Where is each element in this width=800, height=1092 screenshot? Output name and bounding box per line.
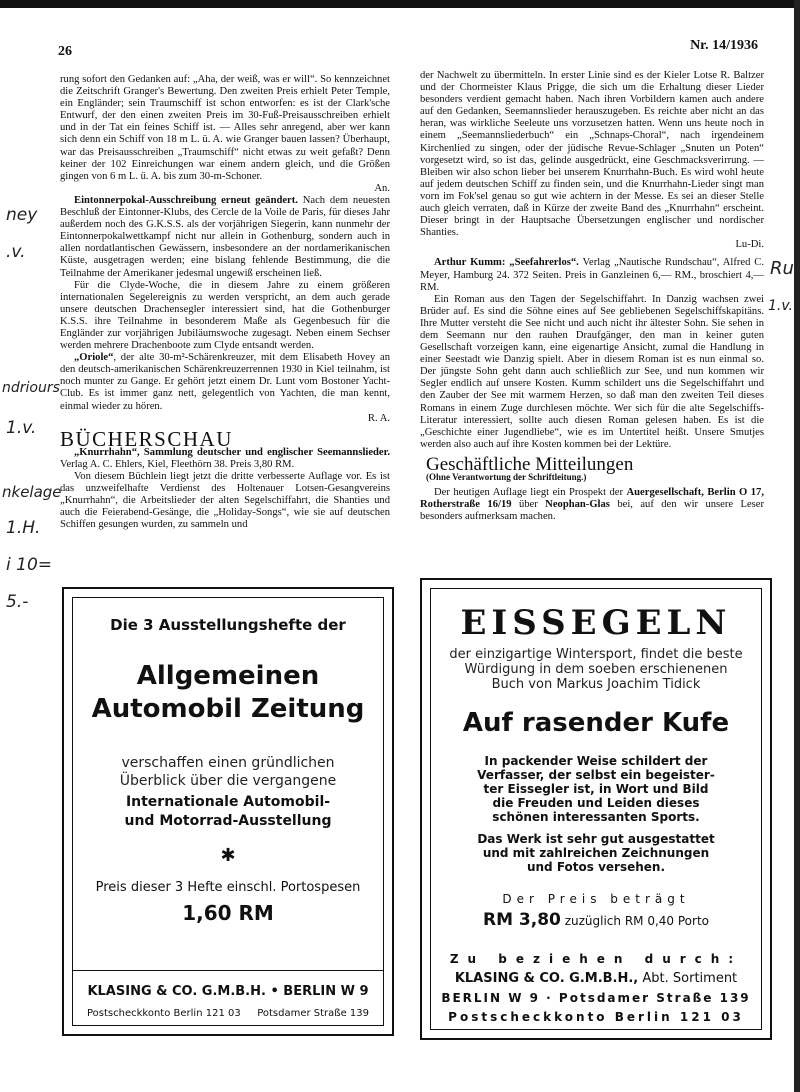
ad-konto: Postscheckkonto Berlin 121 03 — [448, 1010, 744, 1024]
margin-note: ney — [6, 205, 38, 225]
margin-note: 1.v. — [768, 298, 793, 314]
right-border — [794, 0, 800, 1092]
ad-price: RM 3,80 zuzüglich RM 0,40 Porto — [483, 910, 709, 930]
ad-body: verschaffen einen gründlichen Überblick über die vergangene — [119, 755, 337, 789]
left-column — [60, 74, 390, 531]
margin-note: Ru — [770, 258, 794, 279]
ad-frame — [430, 588, 762, 1030]
paragraph: Für die Clyde-Woche, die in diesem Jahre zu einem größeren internationalen Segelereignis zu werden verspricht, an dem auch gerade unsere deutschen Drachensegler interessiert sind, hat die Gothenburger K.S.S. ihre Teilnahme in besonderem Maße als Gegenbesuch für die Engländer zur vorjährigen Jubiläumswoche zugesagt. Neben einem Sechser werden mehrere Drachenboote zum Clyde entsandt werden. — [60, 279, 390, 352]
margin-note: 1.v. — [6, 418, 37, 438]
margin-note: i 10= — [6, 555, 53, 575]
divider — [73, 970, 383, 971]
ad-price: 1,60 RM — [182, 901, 274, 925]
author-signature: Lu-Di. — [735, 239, 764, 251]
ad-price-label: Preis dieser 3 Hefte einschl. Portospesen — [95, 880, 361, 895]
margin-note: 5.- — [6, 592, 29, 612]
top-border — [0, 0, 800, 8]
ad-publisher: KLASING & CO. G.M.B.H. • BERLIN W 9 — [87, 984, 369, 999]
ad-price-label: Der Preis beträgt — [502, 892, 690, 906]
author-signature: R. A. — [367, 412, 390, 424]
page-number: 26 — [58, 44, 72, 59]
ad-title: EISSEGELN — [460, 603, 732, 643]
issue-number: Nr. 14/1936 — [690, 38, 758, 53]
ad-exhibition: Internationale Automobil- und Motorrad-Ausstellung — [124, 794, 332, 829]
paragraph: rung sofort den Gedanken auf: „Aha, der weiß, was er will“. So kennzeichnet die Zeitschrift Granger's Bewertung. Den zweiten Preis erhielt Peter Temple, ein Engländer; sein Traumschiff ist schon entworfen: es ist der Clark'sche Entwurf, der den einen zweiten Preis im 30-Fuß-Preisausschreiben erhielt und in der Tat ein feines Schiff ist. — Alles sehr anregend, aber wer kann sich denn ein Schiff von 18 m L. ü. A. wie Granger bauen lassen? Überhaupt, war das Preisausschreiben „Traumschiff“ nicht etwas zu weit gefaßt? Denn keiner der 102 Einreichungen war einem andern gleich, und die Größen gingen von 6 m L. ü. A. bis zum 30-m-Schoner. — [60, 74, 390, 182]
paragraph: der Nachwelt zu übermitteln. In erster Linie sind es der Kieler Lotse R. Baltzer und der Chormeister Klaus Prigge, die sich um die Erhaltung dieser Lieder besonders verdient gemacht haben. Nach ihren Vorbildern kamen auch andere auf den Gedanken, Seemannslieder herauszugeben. Es reichte aber nicht an das heran, was wirkliche Seeleute uns vorzusetzen hatten. Wenn uns heute noch in einem „Seemannsliederbuch“ ein „Schnaps-Choral“, nach irgendeinem Kirchenlied zu singen, oder der jüdische Revue-Schlager „Snuten un Poten“ vorgesetzt wird, so ist das, gelinde ausgedrückt, eine Geschmacksverirrung. — Bleiben wir also schon lieber bei unserem Knurrhahn-Buch. Es wird wohl heute auf jedem deutschen Schiff zu finden sein, und die Knurrhahn-Lieder singt man vorn im Fok'sel genau so gut wie achtern in der Messe. Es sei an dieser Stelle auch gleich verraten, daß in Kürze der zweite Band des „Knurrhahn“ erscheint. Dieser bringt in der Hauptsache Übersetzungen englischer und nordischer Shanties. — [420, 70, 764, 239]
ad-book-title: Auf rasender Kufe — [462, 708, 730, 738]
margin-note: 1.H. — [6, 518, 41, 538]
article-heading: Eintonnerpokal-Ausschreibung erneut geändert. — [74, 194, 298, 206]
author-signature: An. — [374, 182, 390, 194]
paragraph: Der heutigen Auflage liegt ein Prospekt der Auergesellschaft, Berlin O 17, Rotherstraße 16/19 über Neophan-Glas bei, auf den wir unsere Leser besonders aufmerksam machen. — [420, 487, 765, 523]
right-column — [420, 70, 764, 523]
section-heading: BÜCHERSCHAU — [60, 426, 233, 451]
paragraph: Arthur Kumm: „Seefahrerlos“. Verlag „Nautische Rundschau“, Alfred C. Meyer, Hamburg 24. 372 Seiten. Preis in Ganzleinen 6,— RM., broschiert 4,— RM. — [420, 257, 765, 293]
ad-description: In packender Weise schildert der Verfasser, der selbst ein begeister- ter Eissegler ist, in Wort und Bild die Freuden und Leiden dieses schönen interessanten Sports. — [477, 754, 715, 824]
star-icon: ✱ — [220, 845, 236, 866]
margin-note: .v. — [6, 242, 26, 262]
margin-note: nkelage — [2, 483, 62, 501]
paragraph: „Oriole“, der alte 30-m²-Schärenkreuzer, mit dem Elisabeth Hovey an den deutsch-amerikanischen Schärenkreuzerrennen 1930 in Kiel teilnahm, ist noch munter zu Gange. Er gehört jetzt einem Dr. Lunt vom Bostoner Yacht-Club. Es ist immer ganz nett, gelegentlich von Yachten, die man kennt, einmal wieder zu hören. — [60, 352, 390, 412]
ad-contact — [87, 1008, 369, 1019]
ad-heading: Die 3 Ausstellungshefte der — [110, 616, 346, 634]
margin-note: ndriours — [2, 380, 60, 396]
advertisement-automobil-zeitung — [62, 587, 394, 1036]
paragraph: Von diesem Büchlein liegt jetzt die dritte verbesserte Auflage vor. Es ist das unzweifelhafte Verdienst des Holtenauer Lotsen-Gesangvereins „Knurrhahn“, die Arbeitslieder der alten Segelschiffahrt, die Shanties und auch die Feierabend-Gesänge, die „Holiday-Songs“, wie sie auf deutschen Schiffen gesungen wurden, zu sammeln und — [60, 471, 390, 531]
disclaimer: (Ohne Verantwortung der Schriftleitung.) — [426, 472, 587, 482]
ad-description: Das Werk ist sehr gut ausgestattet und mit zahlreichen Zeichnungen und Fotos versehen. — [477, 832, 715, 874]
article-heading: „Oriole“ — [74, 352, 114, 364]
article-heading: Arthur Kumm: „Seefahrerlos“. — [434, 257, 579, 269]
section-heading: Geschäftliche Mitteilungen — [426, 453, 634, 475]
advertisement-eissegeln — [420, 578, 772, 1040]
ad-address: Potsdamer Straße 139 — [257, 1008, 369, 1019]
ad-subtitle: der einzigartige Wintersport, findet die beste Würdigung in dem soeben erschienenen Buch von Markus Joachim Tidick — [449, 647, 743, 692]
paragraph: „Knurrhahn“, Sammlung deutscher und englischer Seemannslieder. Verlag A. C. Ehlers, Kiel, Fleethörn 38. Preis 3,80 RM. — [60, 446, 390, 470]
ad-konto: Postscheckkonto Berlin 121 03 — [87, 1008, 241, 1019]
ad-publisher: KLASING & CO. G.M.B.H., Abt. Sortiment — [454, 971, 738, 986]
paragraph: Eintonnerpokal-Ausschreibung erneut geändert. Nach dem neuesten Beschluß der Eintonner-Klubs, des Cercle de la Voile de Paris, für dieses Jahr außerdem noch des G.K.S.S. als der vorjährigen Siegerin, kann nunmehr der Eintonnerpokalwettkampf nicht nur allein in Gothenburg, sondern auch in allen nordatlantischen Gewässern, insbesondere an der nordamerikanischen Küste, ausgetragen werden; eine bislang fehlende Bestimmung, die die Teilnahme der Amerikaner jedesmal ungewiß erscheinen ließ. — [60, 194, 390, 279]
ad-order-label: Zu beziehen durch: — [449, 952, 743, 966]
article-heading: „Knurrhahn“, Sammlung deutscher und englischer Seemannslieder. — [74, 446, 390, 458]
ad-address: BERLIN W 9 · Potsdamer Straße 139 — [441, 991, 751, 1005]
ad-title: Allgemeinen Automobil Zeitung — [91, 661, 365, 724]
ad-frame — [72, 597, 384, 1026]
paragraph: Ein Roman aus den Tagen der Segelschiffahrt. In Danzig wachsen zwei Brüder auf. Es sind die Söhne eines auf See gebliebenen Segelschiffskapitäns. Ihre Mutter versteht die See nicht und auch nicht ihr ältester Sohn. Sie sehen in dem Seemann nur den rauhen Draufgänger, den man in keiner guten Gesellschaft vorzeigen kann, eine eigenartige Ansicht, zumal die Handlung in einer Seestadt wie Danzig spielt. Aber in diesem Roman ist es nun einmal so. Der jüngste Sohn geht dann auch schließlich zur See, und nun kommen wir Segler endlich auf unsere Kosten. Kumm schildert uns die Segelschiffahrt und den Zauber der See mit warmem Herzen, so daß man den zweiten Teil dieses Romans in einem Zuge durchlesen möchte. Wer sich für die alte Segelschiffs-Literatur interessiert, sollte auch diesen Roman gelesen haben. Es ist die „Geschichte einer Jugendliebe“, wie es im Untertitel heißt. Unsere Smutjes werden also auch auf ihre Kosten kommen bei der Lektüre. — [420, 293, 764, 450]
